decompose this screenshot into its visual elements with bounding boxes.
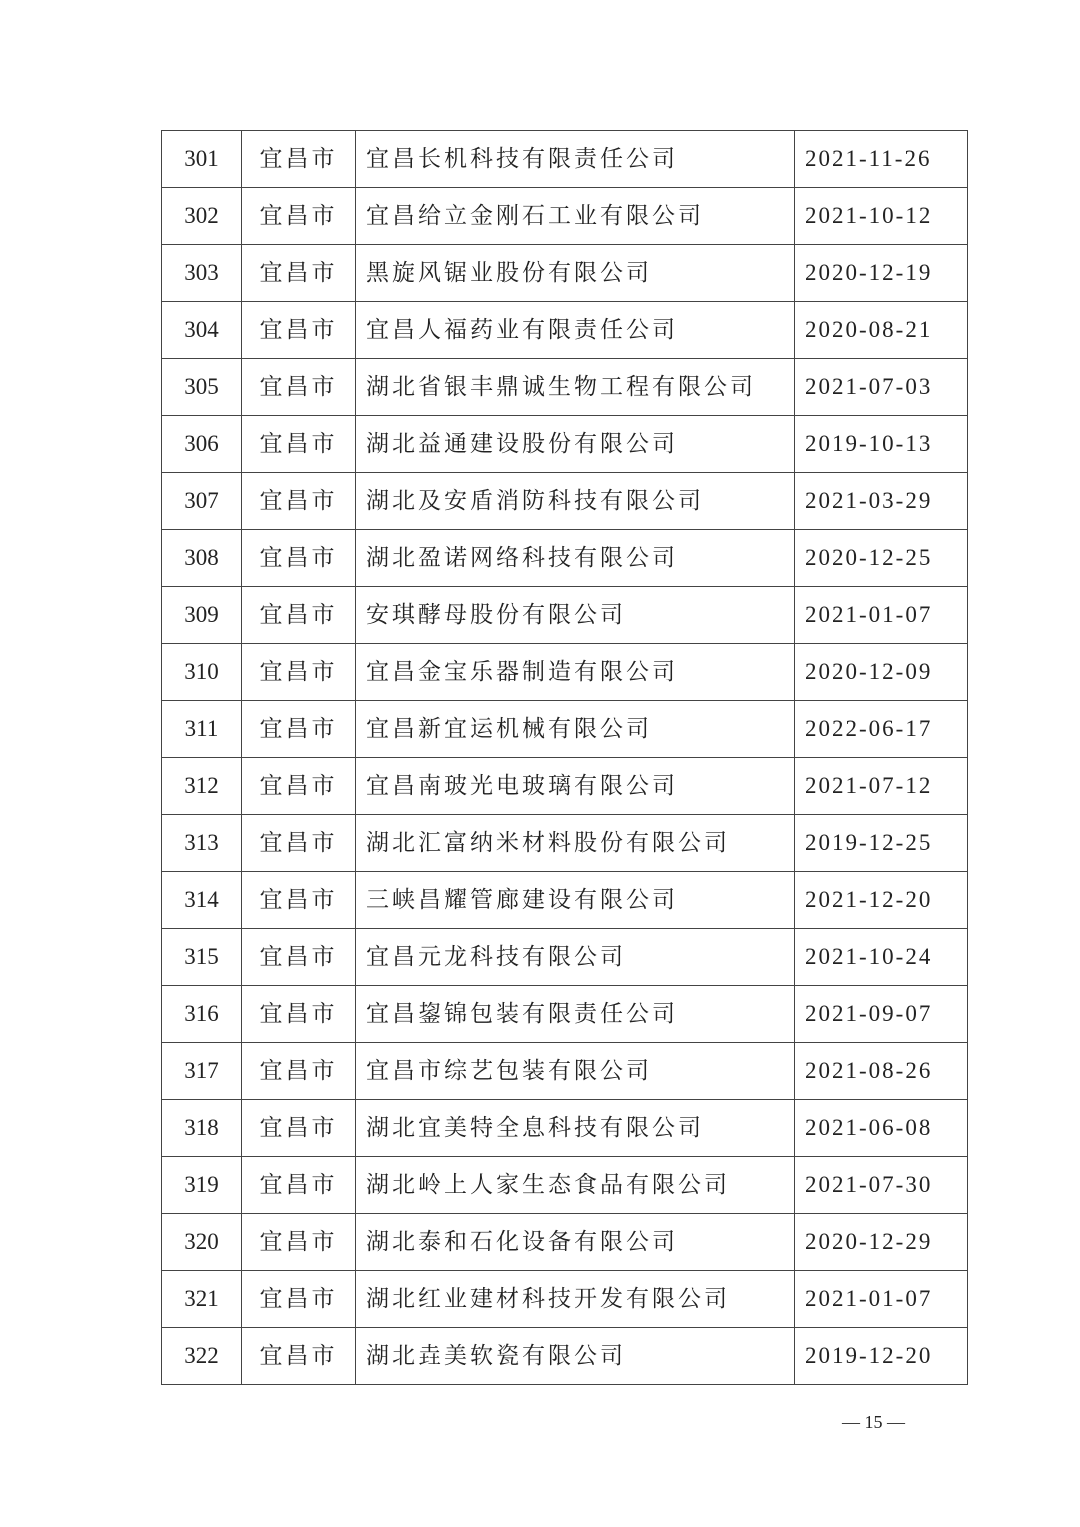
company-name-cell: 湖北及安盾消防科技有限公司	[356, 473, 795, 530]
city-cell: 宜昌市	[242, 131, 356, 188]
table-row	[162, 872, 968, 929]
company-name-cell: 湖北岭上人家生态食品有限公司	[356, 1157, 795, 1214]
row-index-cell: 318	[162, 1100, 242, 1157]
table-row	[162, 1100, 968, 1157]
table-row	[162, 359, 968, 416]
date-cell: 2020-12-29	[795, 1214, 968, 1271]
table-row	[162, 302, 968, 359]
table-row	[162, 473, 968, 530]
city-cell: 宜昌市	[242, 758, 356, 815]
city-cell: 宜昌市	[242, 986, 356, 1043]
city-cell: 宜昌市	[242, 872, 356, 929]
table-row	[162, 644, 968, 701]
company-list-table-container	[161, 130, 967, 1385]
company-name-cell: 湖北省银丰鼎诚生物工程有限公司	[356, 359, 795, 416]
table-row	[162, 815, 968, 872]
company-name-cell: 湖北汇富纳米材料股份有限公司	[356, 815, 795, 872]
table-row	[162, 929, 968, 986]
company-name-cell: 宜昌人福药业有限责任公司	[356, 302, 795, 359]
row-index-cell: 309	[162, 587, 242, 644]
company-list-table	[161, 130, 968, 1385]
city-cell: 宜昌市	[242, 302, 356, 359]
table-row	[162, 701, 968, 758]
date-cell: 2021-01-07	[795, 587, 968, 644]
city-cell: 宜昌市	[242, 701, 356, 758]
city-cell: 宜昌市	[242, 1271, 356, 1328]
row-index-cell: 308	[162, 530, 242, 587]
company-name-cell: 湖北垚美软瓷有限公司	[356, 1328, 795, 1385]
table-row	[162, 587, 968, 644]
table-row	[162, 530, 968, 587]
row-index-cell: 315	[162, 929, 242, 986]
date-cell: 2021-09-07	[795, 986, 968, 1043]
table-row	[162, 986, 968, 1043]
table-row	[162, 416, 968, 473]
company-name-cell: 宜昌长机科技有限责任公司	[356, 131, 795, 188]
company-name-cell: 湖北盈诺网络科技有限公司	[356, 530, 795, 587]
city-cell: 宜昌市	[242, 1043, 356, 1100]
table-body	[162, 131, 968, 1385]
date-cell: 2021-10-24	[795, 929, 968, 986]
company-name-cell: 宜昌鋆锦包装有限责任公司	[356, 986, 795, 1043]
city-cell: 宜昌市	[242, 188, 356, 245]
city-cell: 宜昌市	[242, 929, 356, 986]
city-cell: 宜昌市	[242, 359, 356, 416]
city-cell: 宜昌市	[242, 1214, 356, 1271]
table-row	[162, 1214, 968, 1271]
city-cell: 宜昌市	[242, 1157, 356, 1214]
company-name-cell: 宜昌元龙科技有限公司	[356, 929, 795, 986]
city-cell: 宜昌市	[242, 473, 356, 530]
company-name-cell: 安琪酵母股份有限公司	[356, 587, 795, 644]
company-name-cell: 宜昌金宝乐器制造有限公司	[356, 644, 795, 701]
company-name-cell: 宜昌南玻光电玻璃有限公司	[356, 758, 795, 815]
company-name-cell: 宜昌给立金刚石工业有限公司	[356, 188, 795, 245]
date-cell: 2020-08-21	[795, 302, 968, 359]
row-index-cell: 317	[162, 1043, 242, 1100]
date-cell: 2019-12-20	[795, 1328, 968, 1385]
table-row	[162, 1157, 968, 1214]
row-index-cell: 321	[162, 1271, 242, 1328]
table-row	[162, 188, 968, 245]
row-index-cell: 320	[162, 1214, 242, 1271]
city-cell: 宜昌市	[242, 815, 356, 872]
city-cell: 宜昌市	[242, 416, 356, 473]
row-index-cell: 312	[162, 758, 242, 815]
company-name-cell: 湖北泰和石化设备有限公司	[356, 1214, 795, 1271]
city-cell: 宜昌市	[242, 530, 356, 587]
date-cell: 2019-10-13	[795, 416, 968, 473]
row-index-cell: 319	[162, 1157, 242, 1214]
date-cell: 2021-08-26	[795, 1043, 968, 1100]
company-name-cell: 黑旋风锯业股份有限公司	[356, 245, 795, 302]
table-row	[162, 245, 968, 302]
date-cell: 2021-07-03	[795, 359, 968, 416]
row-index-cell: 307	[162, 473, 242, 530]
date-cell: 2019-12-25	[795, 815, 968, 872]
row-index-cell: 301	[162, 131, 242, 188]
date-cell: 2020-12-19	[795, 245, 968, 302]
page-number: — 15 —	[842, 1412, 905, 1432]
company-name-cell: 宜昌新宜运机械有限公司	[356, 701, 795, 758]
date-cell: 2020-12-09	[795, 644, 968, 701]
table-row	[162, 1271, 968, 1328]
date-cell: 2021-11-26	[795, 131, 968, 188]
date-cell: 2021-07-12	[795, 758, 968, 815]
date-cell: 2021-01-07	[795, 1271, 968, 1328]
row-index-cell: 311	[162, 701, 242, 758]
city-cell: 宜昌市	[242, 587, 356, 644]
date-cell: 2020-12-25	[795, 530, 968, 587]
date-cell: 2021-10-12	[795, 188, 968, 245]
table-row	[162, 1043, 968, 1100]
city-cell: 宜昌市	[242, 245, 356, 302]
company-name-cell: 三峡昌耀管廊建设有限公司	[356, 872, 795, 929]
row-index-cell: 303	[162, 245, 242, 302]
company-name-cell: 湖北益通建设股份有限公司	[356, 416, 795, 473]
company-name-cell: 湖北宜美特全息科技有限公司	[356, 1100, 795, 1157]
date-cell: 2022-06-17	[795, 701, 968, 758]
row-index-cell: 313	[162, 815, 242, 872]
city-cell: 宜昌市	[242, 644, 356, 701]
date-cell: 2021-06-08	[795, 1100, 968, 1157]
city-cell: 宜昌市	[242, 1328, 356, 1385]
row-index-cell: 306	[162, 416, 242, 473]
company-name-cell: 宜昌市综艺包装有限公司	[356, 1043, 795, 1100]
city-cell: 宜昌市	[242, 1100, 356, 1157]
row-index-cell: 304	[162, 302, 242, 359]
row-index-cell: 316	[162, 986, 242, 1043]
row-index-cell: 314	[162, 872, 242, 929]
date-cell: 2021-07-30	[795, 1157, 968, 1214]
date-cell: 2021-03-29	[795, 473, 968, 530]
table-row	[162, 1328, 968, 1385]
row-index-cell: 322	[162, 1328, 242, 1385]
row-index-cell: 310	[162, 644, 242, 701]
table-row	[162, 758, 968, 815]
row-index-cell: 305	[162, 359, 242, 416]
date-cell: 2021-12-20	[795, 872, 968, 929]
table-row	[162, 131, 968, 188]
company-name-cell: 湖北红业建材科技开发有限公司	[356, 1271, 795, 1328]
row-index-cell: 302	[162, 188, 242, 245]
